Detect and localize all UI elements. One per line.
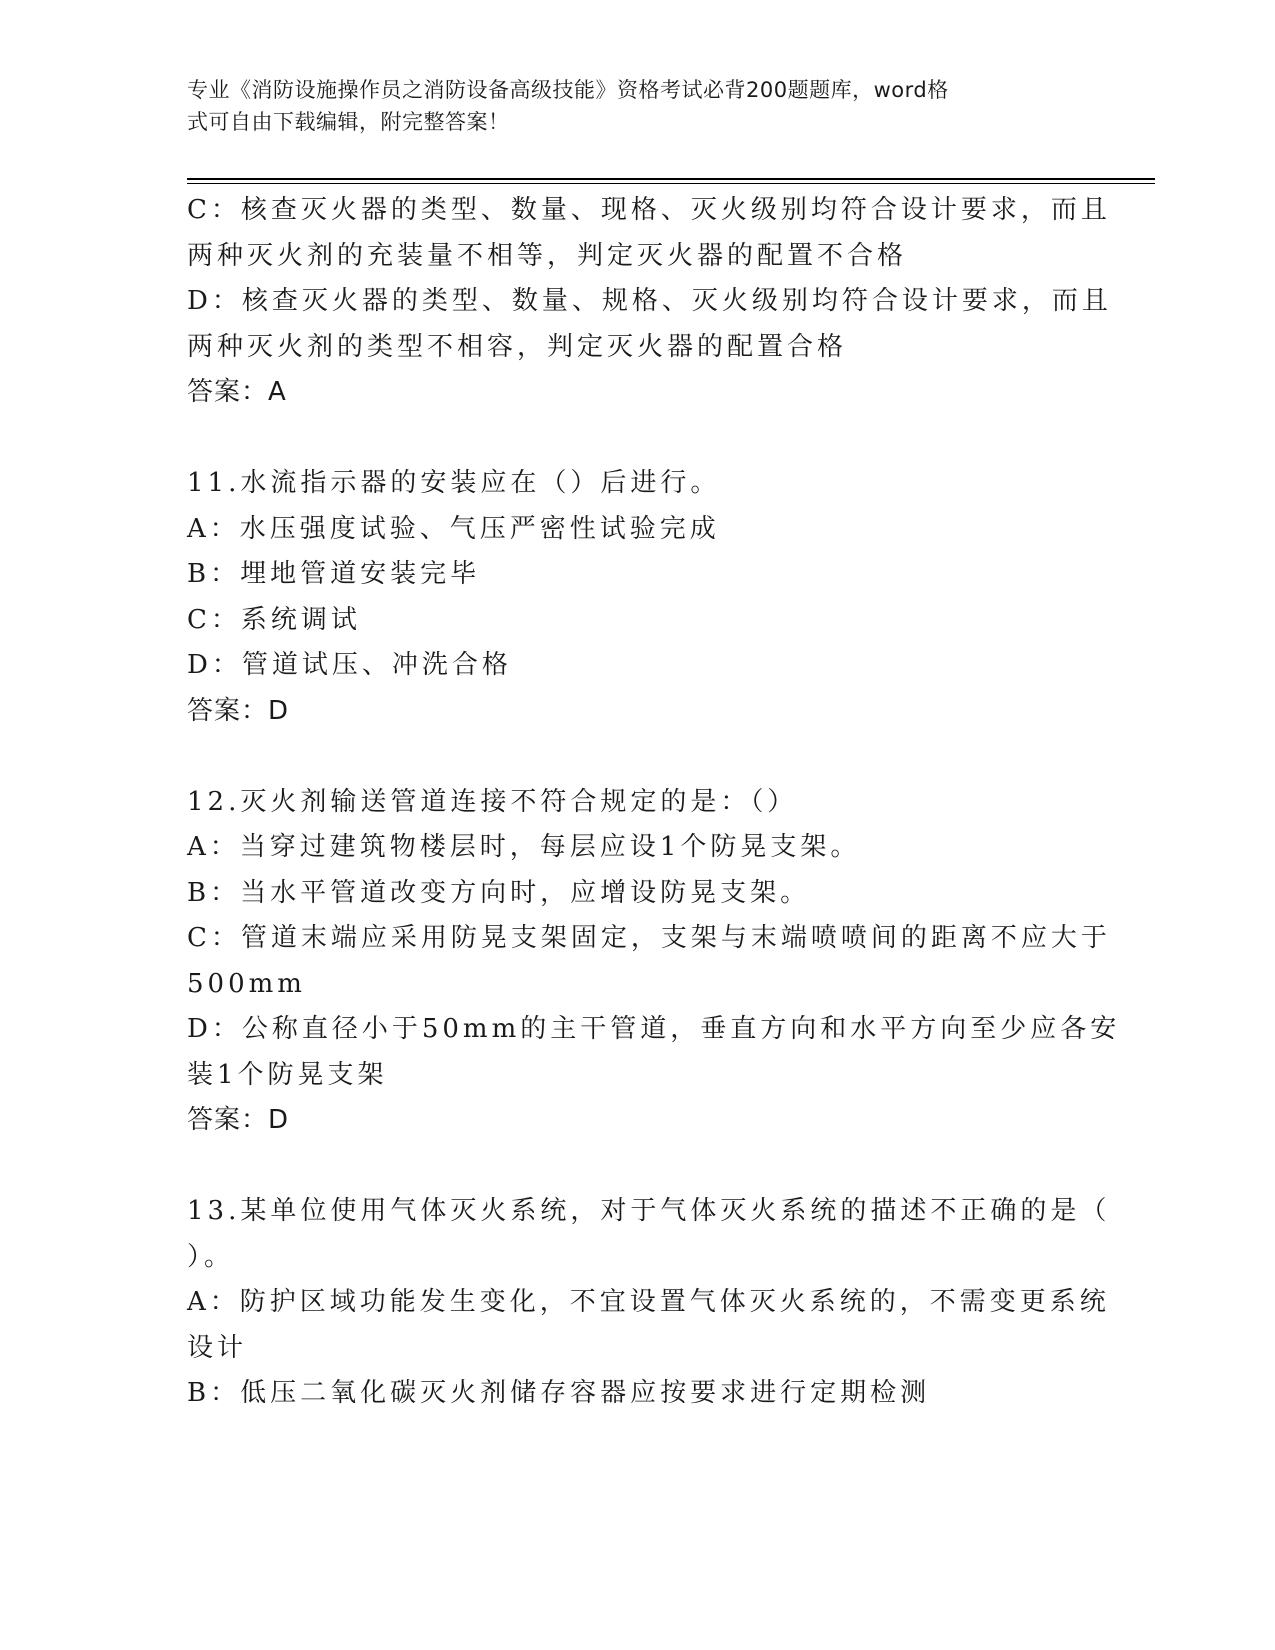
spacer [187,1144,1082,1190]
question-stem-line-2: ）。 [187,1241,235,1272]
document-header [187,74,1087,138]
option-b: B：低压二氧化碳灭火剂储存容器应按要求进行定期检测 [187,1378,931,1408]
header-rule-thick [187,178,1155,180]
option-b: B：埋地管道安装完毕 [187,559,481,589]
header-line-2: 式可自由下载编辑，附完整答案！ [187,110,510,134]
option-b: B：当水平管道改变方向时，应增设防晃支架。 [187,877,811,908]
header-line-1: 专业《消防设施操作员之消防设备高级技能》资格考试必背200题题库，word格 [187,78,949,102]
option-a-line-2: 设计 [187,1332,248,1363]
option-d-line-1: D：核查灭火器的类型、数量、规格、灭火级别均符合设计要求，而且 [187,286,1112,316]
question-list [187,188,1121,1417]
question-13 [187,1189,1111,1417]
question-stem: 11.水流指示器的安装应在（）后进行。 [187,468,721,498]
answer-label: 答案：A [187,377,287,407]
option-d: D：管道试压、冲洗合格 [187,650,512,680]
question-12 [187,780,1121,1144]
option-c-line-1: C：管道末端应采用防晃支架固定，支架与末端喷喷间的距离不应大于 [187,923,1111,953]
option-c: C：系统调试 [187,604,361,635]
option-c-line-1: C：核查灭火器的类型、数量、现格、灭火级别均符合设计要求，而且 [187,195,1111,225]
option-a-line-1: A：防护区域功能发生变化，不宜设置气体灭火系统的，不需变更系统 [187,1287,1110,1317]
answer-label: 答案：D [187,1105,290,1135]
option-d-line-2: 装1个防晃支架 [187,1059,388,1090]
option-d-line-1: D：公称直径小于50mm的主干管道，垂直方向和水平方向至少应各安 [187,1014,1121,1044]
option-a: A：水压强度试验、气压严密性试验完成 [187,513,720,544]
header-rule-thin [187,183,1155,184]
question-stem: 12.灭火剂输送管道连接不符合规定的是：（） [187,786,798,817]
option-c-line-2: 500mm [187,968,306,999]
answer-label: 答案：D [187,695,290,726]
option-d-line-2: 两种灭火剂的类型不相容，判定灭火器的配置合格 [187,331,848,362]
spacer [187,734,1082,780]
spacer [187,416,1082,462]
question-10-continued [187,188,1112,416]
option-c-line-2: 两种灭火剂的充装量不相等，判定灭火器的配置不合格 [187,240,908,271]
option-a: A：当穿过建筑物楼层时，每层应设1个防晃支架。 [187,832,861,862]
question-stem-line-1: 13.某单位使用气体灭火系统，对于气体灭火系统的描述不正确的是（ [187,1196,1111,1226]
question-11 [187,461,1082,734]
